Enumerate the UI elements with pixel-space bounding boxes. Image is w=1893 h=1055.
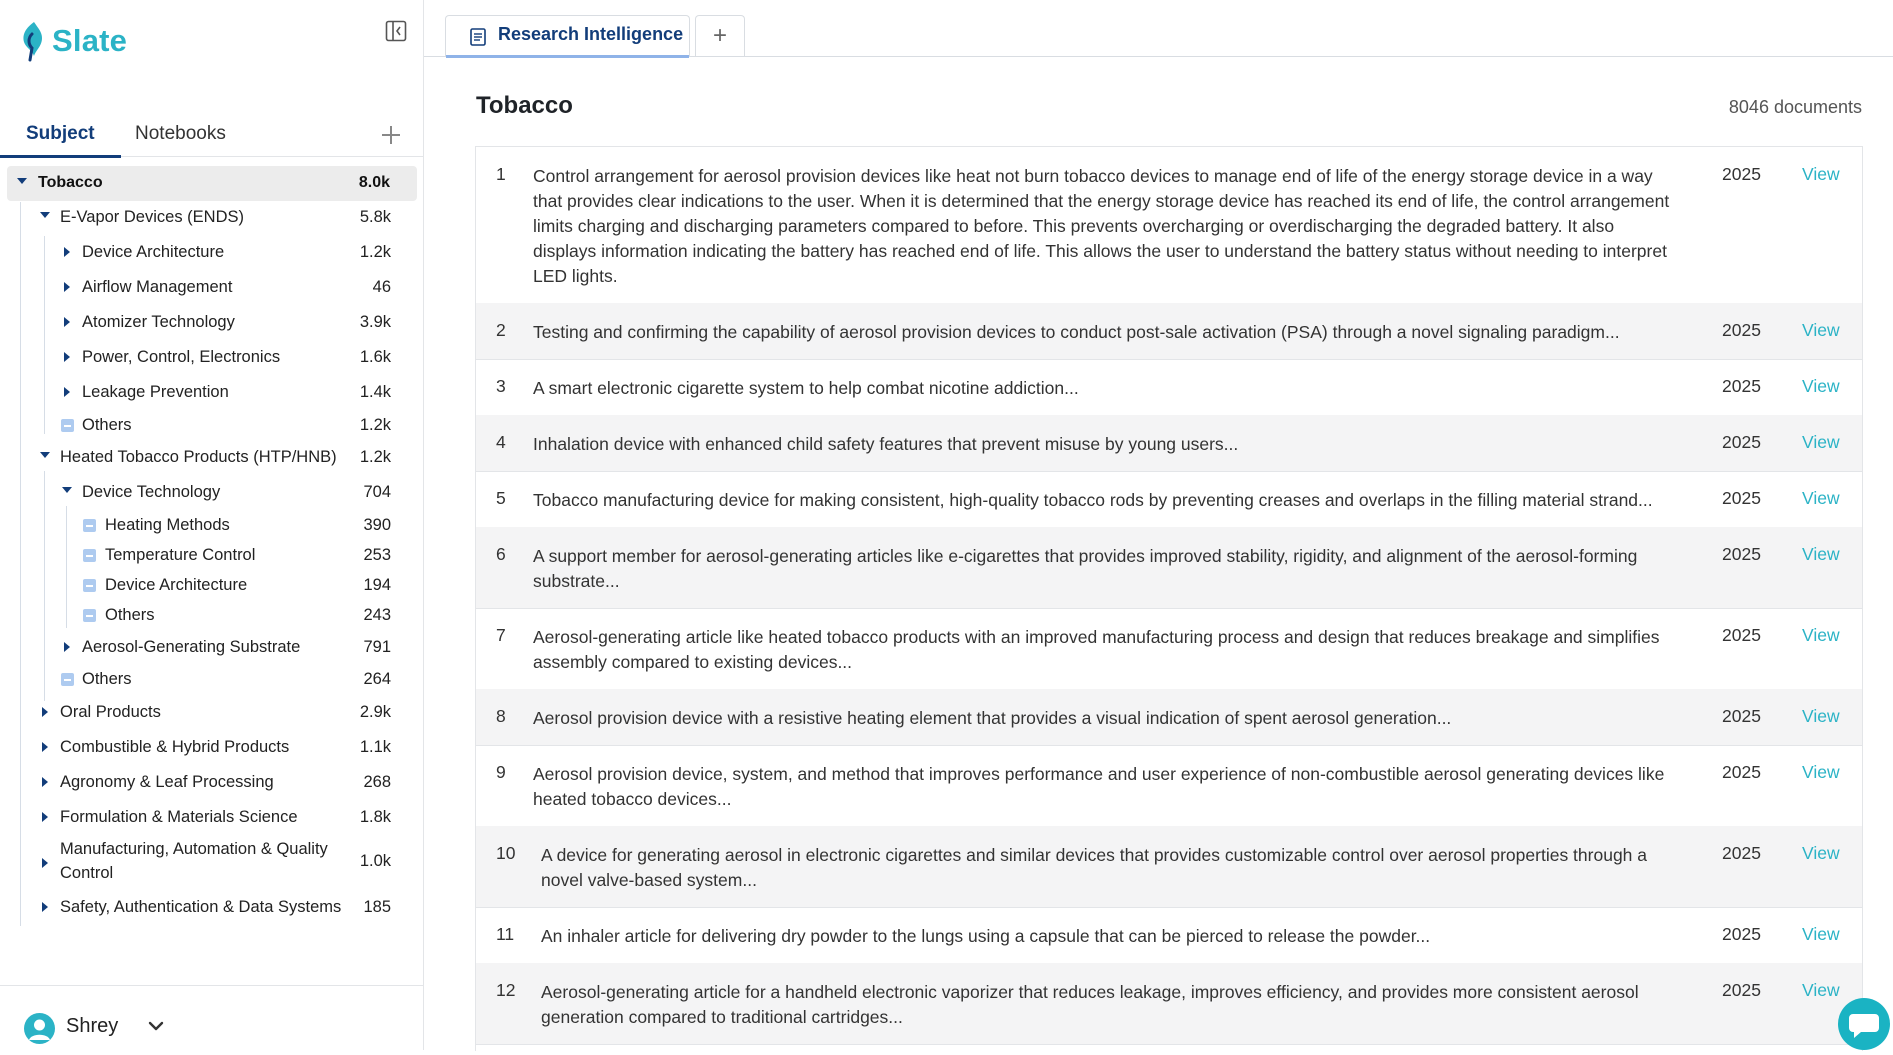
result-description-line: LED lights. <box>533 266 618 286</box>
result-year: 2025 <box>1722 980 1761 1000</box>
tree-item-label: Others <box>82 670 132 688</box>
tree-item-manufacturing-automation-quality-control[interactable] <box>38 838 391 888</box>
result-number: 11 <box>496 924 515 944</box>
caret-right-icon <box>64 317 70 327</box>
tree-item-count: 253 <box>363 546 391 564</box>
tree-item-label: Combustible & Hybrid Products <box>60 738 290 756</box>
tree-root-tobacco[interactable] <box>7 166 417 201</box>
view-link[interactable]: View <box>1802 924 1840 944</box>
caret-right-icon <box>64 352 70 362</box>
new-tab-button[interactable]: + <box>695 15 745 56</box>
tree-item-others-htp[interactable] <box>60 666 391 694</box>
result-description <box>533 625 1678 675</box>
tree-item-count: 390 <box>363 516 391 534</box>
table-row[interactable] <box>476 689 1862 746</box>
tree-item-count: 2.9k <box>359 703 391 721</box>
sidebar <box>0 0 424 1050</box>
tree-item-label: Oral Products <box>60 703 161 721</box>
tree-item-label: Leakage Prevention <box>82 383 229 401</box>
view-link[interactable]: View <box>1802 544 1840 564</box>
view-link[interactable]: View <box>1802 762 1840 782</box>
caret-down-icon <box>17 178 27 184</box>
logo-text: Slate <box>52 23 128 58</box>
view-link[interactable]: View <box>1802 164 1840 184</box>
result-description-line: Tobacco manufacturing device for making consistent, high-quality tobacco rods by preventing creases and overlaps in the filling material strand... <box>533 490 1653 510</box>
tree-item-count: 46 <box>372 278 391 296</box>
caret-right-icon <box>64 642 70 652</box>
result-year: 2025 <box>1722 164 1761 184</box>
result-year: 2025 <box>1722 376 1761 396</box>
caret-down-icon <box>40 452 50 458</box>
page-title: Tobacco <box>476 92 573 119</box>
tree-guide-line <box>66 506 67 628</box>
results-list <box>475 146 1863 1051</box>
tree-item-count: 704 <box>363 483 391 501</box>
sidebar-tabs <box>0 118 423 157</box>
view-link[interactable]: View <box>1802 843 1840 863</box>
logo[interactable] <box>20 20 127 62</box>
tree-item-label: Heating Methods <box>105 516 230 534</box>
view-link[interactable]: View <box>1802 625 1840 645</box>
result-description-line: substrate... <box>533 571 620 591</box>
tree-item-leakage-prevention[interactable] <box>60 379 391 407</box>
tree-item-label: Device Architecture <box>105 576 248 594</box>
result-number: 2 <box>496 320 506 340</box>
result-number: 4 <box>496 432 506 452</box>
result-description-line: Aerosol-generating article like heated tobacco products with an improved manufacturing process and design that reduces breakage and simplifies <box>533 627 1660 647</box>
result-description-line: novel valve-based system... <box>541 870 757 890</box>
table-row[interactable] <box>476 608 1862 690</box>
result-description-line: A support member for aerosol-generating articles like e-cigarettes that provides improved stability, rigidity, and alignment of the aerosol-forming <box>533 546 1638 566</box>
tree-item-count: 5.8k <box>359 208 391 226</box>
tree-item-label: Device Technology <box>82 483 221 501</box>
caret-right-icon <box>64 387 70 397</box>
view-link[interactable]: View <box>1802 432 1840 452</box>
caret-down-icon <box>62 487 72 493</box>
tree-item-oral-products[interactable] <box>38 699 391 727</box>
result-description <box>533 432 1678 457</box>
tree-item-agronomy-leaf-processing[interactable] <box>38 769 391 797</box>
sidebar-footer <box>0 985 423 1051</box>
view-link[interactable]: View <box>1802 376 1840 396</box>
view-link[interactable]: View <box>1802 488 1840 508</box>
tree-item-label: Formulation & Materials Science <box>60 808 298 826</box>
tree-item-label: Airflow Management <box>82 278 233 296</box>
add-notebook-button[interactable] <box>380 118 402 152</box>
tree-item-count: 1.8k <box>359 808 391 826</box>
result-number: 10 <box>496 843 516 863</box>
tree-root-label: Tobacco <box>38 174 103 191</box>
tree-item-others[interactable] <box>60 412 391 440</box>
result-number: 7 <box>496 625 506 645</box>
result-description <box>541 843 1686 893</box>
result-description <box>533 544 1678 594</box>
result-description <box>533 376 1678 401</box>
result-description <box>533 320 1678 345</box>
result-description-line: Aerosol-generating article for a handheld electronic vaporizer that reduces leakage, improves efficiency, and provides more consistent aerosol <box>541 982 1639 1002</box>
result-description <box>533 164 1678 289</box>
result-description-line: Aerosol provision device, system, and method that improves performance and user experience of non-combustible aerosol generating devices like <box>533 764 1665 784</box>
caret-right-icon <box>64 282 70 292</box>
caret-right-icon <box>64 247 70 257</box>
tree-item-count: 3.9k <box>359 313 391 331</box>
result-number: 1 <box>496 164 506 184</box>
tree-item-formulation-materials-science[interactable] <box>38 804 391 832</box>
result-year: 2025 <box>1722 320 1761 340</box>
tree-item-aerosol-generating-substrate[interactable] <box>60 634 391 662</box>
result-description <box>541 924 1686 949</box>
result-year: 2025 <box>1722 625 1761 645</box>
tree-guide-line <box>20 202 21 926</box>
result-number: 3 <box>496 376 506 396</box>
result-description-line: Control arrangement for aerosol provision devices like heat not burn tobacco devices to manage end of life of the energy storage device in a way <box>533 166 1653 186</box>
document-count: 8046 documents <box>1728 97 1862 117</box>
tree-item-count: 1.1k <box>359 738 391 756</box>
tree-item-count: 194 <box>363 576 391 594</box>
tree-item-label: Others <box>82 416 132 434</box>
leaf-node-icon <box>83 519 96 532</box>
tree-item-label: Safety, Authentication & Data Systems <box>60 898 342 916</box>
tree-item-count: 1.2k <box>359 243 391 261</box>
slate-logo-icon <box>20 20 48 62</box>
tree-item-label: Heated Tobacco Products (HTP/HNB) <box>60 448 337 466</box>
result-description-line: A device for generating aerosol in electronic cigarettes and similar devices that provides customizable control over aerosol properties through a <box>541 845 1648 865</box>
result-description-line: Testing and confirming the capability of aerosol provision devices to conduct post-sale activation (PSA) through a novel signaling paradigm... <box>533 322 1620 342</box>
avatar[interactable] <box>24 1013 55 1044</box>
result-description-line: Aerosol provision device with a resistive heating element that provides a visual indication of spent aerosol generation... <box>533 708 1452 728</box>
view-link[interactable]: View <box>1802 706 1840 726</box>
caret-right-icon <box>42 742 48 752</box>
table-row[interactable] <box>476 963 1862 1045</box>
tree-item-airflow-management[interactable] <box>60 274 391 302</box>
result-year: 2025 <box>1722 488 1761 508</box>
result-description-line: heated tobacco devices... <box>533 789 732 809</box>
result-year: 2025 <box>1722 924 1761 944</box>
result-description <box>533 762 1678 812</box>
result-number: 8 <box>496 706 506 726</box>
result-year: 2025 <box>1722 544 1761 564</box>
document-icon <box>470 28 486 46</box>
result-description-line: Inhalation device with enhanced child safety features that prevent misuse by young users... <box>533 434 1239 454</box>
tree-item-device-architecture[interactable] <box>60 239 391 267</box>
plus-icon <box>380 124 402 146</box>
result-description-line: generation compared to traditional cartridges... <box>541 1007 903 1027</box>
tree-item-atomizer-technology[interactable] <box>60 309 391 337</box>
result-year: 2025 <box>1722 432 1761 452</box>
leaf-node-icon <box>61 419 74 432</box>
tree-item-count: 268 <box>363 773 391 791</box>
tab-bar <box>424 0 1893 57</box>
tree-item-e-vapor-devices[interactable] <box>38 204 391 232</box>
leaf-node-icon <box>83 549 96 562</box>
result-description <box>533 706 1678 731</box>
table-row[interactable] <box>476 907 1862 964</box>
result-description-line: displays information indicating the battery has reached end of life. This allows the user to understand the battery status without needing to interpret <box>533 241 1667 261</box>
result-description-line: assembly compared to existing devices... <box>533 652 853 672</box>
tree-item-device-architecture-htp[interactable] <box>82 572 391 600</box>
tree-item-count: 1.0k <box>359 852 391 870</box>
tree-item-count: 1.6k <box>359 348 391 366</box>
tree-item-label: Others <box>105 606 155 624</box>
result-number: 5 <box>496 488 506 508</box>
tab-research-intelligence[interactable] <box>445 15 690 56</box>
tree-item-temperature-control[interactable] <box>82 542 391 570</box>
view-link[interactable]: View <box>1802 980 1840 1000</box>
tree-item-label: Device Architecture <box>82 243 225 261</box>
table-row[interactable] <box>476 147 1862 304</box>
table-row[interactable] <box>476 527 1862 609</box>
tab-notebooks[interactable]: Notebooks <box>135 123 226 144</box>
tree-item-count: 1.2k <box>359 448 391 466</box>
result-number: 9 <box>496 762 506 782</box>
table-row[interactable] <box>476 303 1862 360</box>
tree-item-heating-methods[interactable] <box>82 512 391 540</box>
table-row[interactable] <box>476 826 1862 908</box>
result-year: 2025 <box>1722 706 1761 726</box>
result-description-line: that provides clear indications to the user. When it is determined that the energy storage device has reached its end of life, the control arrangement <box>533 191 1670 211</box>
tree-guide-line <box>44 236 45 434</box>
chat-bubble-icon <box>1838 998 1890 1050</box>
table-row[interactable] <box>476 745 1862 827</box>
tree-item-label: E-Vapor Devices (ENDS) <box>60 208 244 226</box>
result-number: 12 <box>496 980 516 1000</box>
table-row[interactable] <box>476 415 1862 472</box>
tree-item-count: 791 <box>363 638 391 656</box>
leaf-node-icon <box>83 579 96 592</box>
user-menu-button[interactable] <box>148 1019 164 1037</box>
sidebar-collapse-icon <box>385 20 407 42</box>
collapse-sidebar-button[interactable] <box>385 20 407 42</box>
chat-button[interactable] <box>1838 998 1890 1050</box>
result-description-line: A smart electronic cigarette system to help combat nicotine addiction... <box>533 378 1079 398</box>
result-description <box>541 980 1686 1030</box>
leaf-node-icon <box>83 609 96 622</box>
tree-root-count: 8.0k <box>358 174 390 191</box>
user-name[interactable]: Shrey <box>66 1015 119 1037</box>
view-link[interactable]: View <box>1802 320 1840 340</box>
caret-right-icon <box>42 777 48 787</box>
result-description-line: An inhaler article for delivering dry powder to the lungs using a capsule that can be pierced to release the powder... <box>541 926 1431 946</box>
caret-right-icon <box>42 858 48 868</box>
chevron-down-icon <box>148 1020 164 1032</box>
leaf-node-icon <box>61 673 74 686</box>
tree-item-safety-authentication-data-systems[interactable] <box>38 894 391 922</box>
result-year: 2025 <box>1722 843 1761 863</box>
tree-item-power-control-electronics[interactable] <box>60 344 391 372</box>
table-row[interactable] <box>476 359 1862 416</box>
tab-subject[interactable]: Subject <box>26 123 95 144</box>
tree-item-label-line2: Control <box>60 864 114 882</box>
tree-item-count: 185 <box>363 898 391 916</box>
tree-item-count: 1.4k <box>359 383 391 401</box>
tree-item-label: Atomizer Technology <box>82 313 235 331</box>
tree-item-count: 264 <box>363 670 391 688</box>
tree-item-combustible-hybrid-products[interactable] <box>38 734 391 762</box>
tree-guide-line <box>44 471 45 701</box>
user-icon <box>24 1013 55 1044</box>
tree-item-count: 243 <box>363 606 391 624</box>
tree-item-label: Power, Control, Electronics <box>82 348 281 366</box>
tab-label: Research Intelligence <box>498 24 684 44</box>
tree-item-label: Temperature Control <box>105 546 256 564</box>
tree-item-label: Agronomy & Leaf Processing <box>60 773 274 791</box>
table-row[interactable] <box>476 471 1862 528</box>
tree-item-device-technology[interactable] <box>60 479 391 507</box>
caret-right-icon <box>42 812 48 822</box>
caret-down-icon <box>40 212 50 218</box>
tree-item-others-htp-device[interactable] <box>82 602 391 630</box>
caret-right-icon <box>42 902 48 912</box>
result-year: 2025 <box>1722 762 1761 782</box>
result-number: 6 <box>496 544 506 564</box>
tree-item-label: Aerosol-Generating Substrate <box>82 638 301 656</box>
result-description <box>533 488 1678 513</box>
main-content <box>424 0 1893 1050</box>
tree-item-count: 1.2k <box>359 416 391 434</box>
tree-item-label: Manufacturing, Automation & Quality <box>60 840 328 858</box>
result-description-line: limits charging and discharging parameters compared to before. This prevents overcharging or overdischarging the degraded battery. It also <box>533 216 1615 236</box>
tree-item-heated-tobacco-products[interactable] <box>38 444 391 472</box>
caret-right-icon <box>42 707 48 717</box>
